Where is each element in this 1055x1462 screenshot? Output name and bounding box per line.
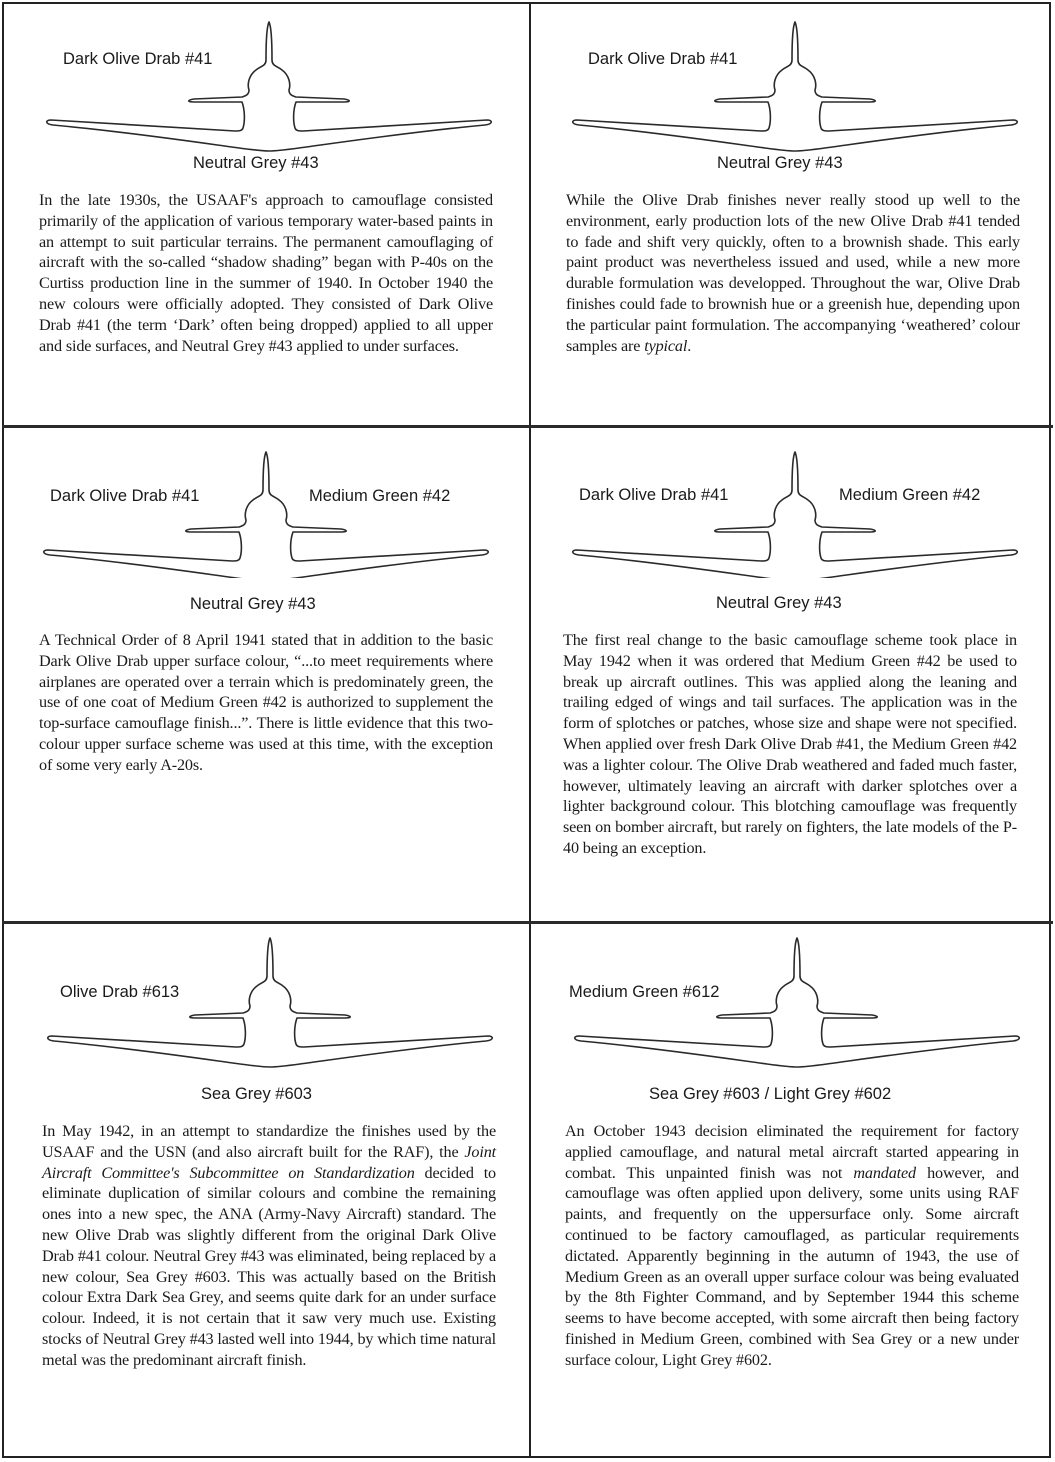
italic-text-run: mandated — [853, 1163, 917, 1182]
text-run: . — [687, 336, 692, 355]
under-surface-label: Neutral Grey #43 — [190, 595, 316, 613]
under-surface-label: Neutral Grey #43 — [716, 594, 842, 612]
italic-text-run: typical — [644, 336, 688, 355]
text-run: however, and camouflage was often applied upon delivery, some units using RAF paints, and frequently on the uppersurface only. Some aircraft continued to be factory camouflaged, as particular requirements dictated. Apparently beginning in the autumn of 1943, the use of Medium Green as an overall upper surface colour was being evaluated by the 8th Fighter Command, and by September 1944 this scheme seems to have become accepted, with some aircraft then being factory finished in Medium Green, combined with Sea Grey or a new under surface colour, Light Grey #602. — [565, 1163, 1020, 1369]
text-run: The first real change to the basic camouflage scheme took place in May 1942 when it was ordered that Medium Green #42 be used to break up aircraft outlines. This was applied along the leaning and trailing edged of wings and tail surfaces. The application was in the form of splotches or patches, whose size and shape were not specified. When applied over fresh Dark Olive Drab #41, the Medium Green #42 was a lighter colour. The Olive Drab weathered and faded much faster, however, ultimately leaving an aircraft with darker splotches over a lighter background colour. This blotching camouflage was frequently seen on bomber aircraft, but rarely on fighters, the late models of the P-40 being an exception. — [563, 631, 1017, 857]
upper-surface-label: Dark Olive Drab #41 — [588, 50, 738, 68]
panel-2 — [531, 4, 1055, 425]
upper-surface-label-2: Medium Green #42 — [839, 486, 981, 504]
upper-surface-label: Dark Olive Drab #41 — [579, 486, 729, 504]
upper-surface-label: Dark Olive Drab #41 — [50, 487, 200, 505]
panel-6 — [531, 924, 1055, 1458]
upper-surface-label: Olive Drab #613 — [60, 983, 180, 1001]
panel-text — [42, 1121, 496, 1371]
panel-text — [566, 190, 1020, 356]
panel-text — [39, 630, 493, 776]
aircraft-silhouette-icon — [4, 4, 528, 154]
text-run: In May 1942, in an attempt to standardize the finishes used by the USAAF and the USN (and also aircraft built for the RAF), the — [42, 1122, 496, 1161]
upper-surface-label: Medium Green #612 — [569, 983, 720, 1001]
under-surface-label: Sea Grey #603 — [201, 1085, 312, 1103]
aircraft-outline — [575, 938, 1020, 1067]
panel-3 — [4, 428, 528, 921]
panel-5 — [4, 924, 528, 1458]
aircraft-silhouette-icon — [531, 4, 1055, 154]
aircraft-outline — [47, 22, 492, 151]
aircraft-outline — [44, 452, 489, 578]
text-run: In the late 1930s, the USAAF's approach to camouflage consisted primarily of the application of various temporary water-based paints in an attempt to suit particular terrains. The permanent camouflaging of aircraft with the so-called “shadow shading” began with P-40s on the Curtiss production line in the summer of 1940. In October 1940 the new colours were officially adopted. They consisted of Dark Olive Drab #41 (the term ‘Dark’ often being dropped) applied to all upper and side surfaces, and Neutral Grey #43 applied to under surfaces. — [39, 191, 493, 355]
under-surface-label: Sea Grey #603 / Light Grey #602 — [649, 1085, 892, 1103]
panel-text — [563, 630, 1017, 859]
panel-text — [565, 1121, 1019, 1371]
under-surface-label: Neutral Grey #43 — [717, 154, 843, 172]
text-run: While the Olive Drab finishes never really stood up well to the environment, early production lots of the new Olive Drab #41 tended to fade and shift very quickly, often to a brownish shade. This early paint product was nevertheless issued and used, while a new more durable formulation was developped. Throughout the war, Olive Drab finishes could fade to brownish hue or a greenish hue, depending upon the particular paint formulation. The accompanying ‘weathered’ colour samples are — [566, 191, 1020, 355]
under-surface-label: Neutral Grey #43 — [193, 154, 319, 172]
aircraft-outline — [573, 452, 1018, 578]
italic-text-run: Joint Aircraft Committee's Subcommittee on Standardization — [42, 1142, 496, 1182]
aircraft-outline — [573, 22, 1018, 151]
upper-surface-label: Dark Olive Drab #41 — [63, 50, 213, 68]
panel-4 — [531, 428, 1055, 921]
text-run: A Technical Order of 8 April 1941 stated that in addition to the basic Dark Olive Drab upper surface colour, “...to meet requirements where airplanes are operated over a terrain which is predominately green, the use of one coat of Medium Green #42 is authorized to supplement the top-surface camouflage finish...”. There is little evidence that this two-colour upper surface scheme was used at this time, with the exception of some very early A-20s. — [39, 631, 493, 774]
panel-text — [39, 190, 493, 356]
aircraft-outline — [48, 938, 493, 1067]
upper-surface-label-2: Medium Green #42 — [309, 487, 451, 505]
text-run: An October 1943 decision eliminated the requirement for factory applied camouflage, and natural metal aircraft started appearing in combat. This unpainted finish was not — [565, 1122, 1019, 1182]
text-run: decided to eliminate duplication of similar colours and combine the remaining ones into a new spec, the ANA (Army-Navy Aircraft) standard. The new Olive Drab was slightly different from the original Dark Olive Drab #41 colour. Neutral Grey #43 was eliminated, being replaced by a new colour, Sea Grey #603. This was actually based on the British colour Extra Dark Sea Grey, and seems quite dark for an under surface colour. Indeed, it is not certain that it saw very much use. Existing stocks of Neutral Grey #43 lasted well into 1944, by which time natural metal was the predominant aircraft finish. — [42, 1163, 496, 1369]
panel-1 — [4, 4, 528, 425]
